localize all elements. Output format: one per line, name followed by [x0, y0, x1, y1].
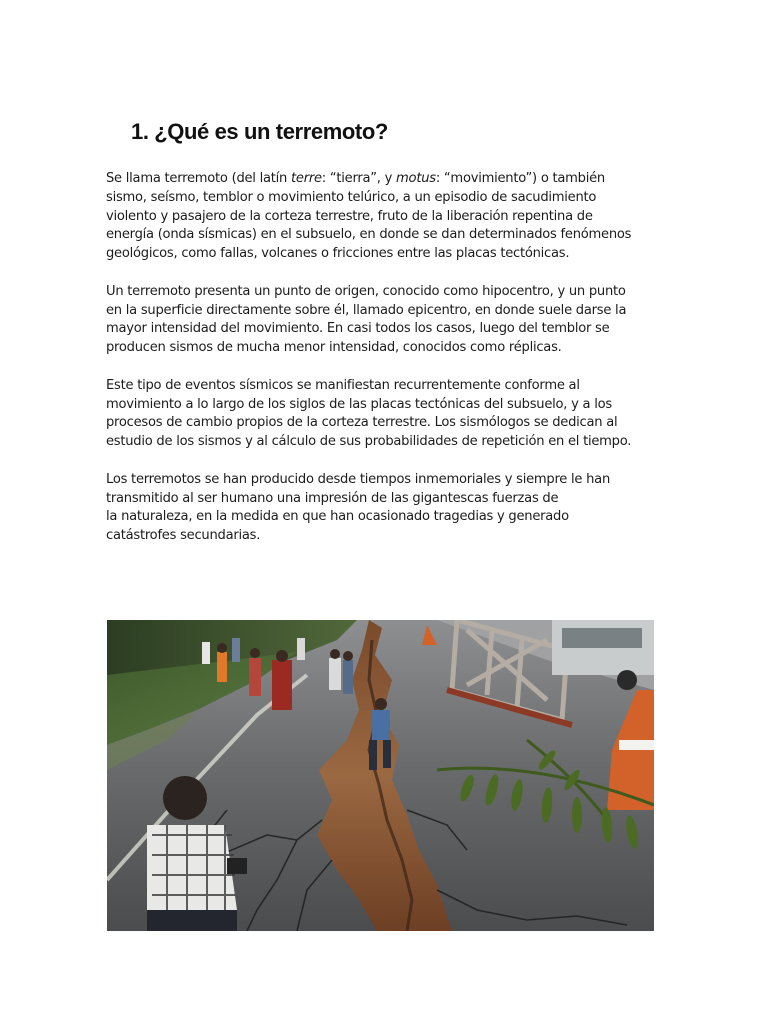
text-segment: catástrofes secundarias. [106, 528, 261, 544]
paragraph [106, 170, 666, 264]
text-segment: violento y pasajero de la corteza terrestre, fruto de la liberación repentina de [106, 208, 593, 224]
text-line [106, 226, 666, 245]
text-line [106, 471, 666, 490]
text-line [106, 377, 666, 396]
text-line [106, 490, 666, 509]
text-segment: transmitido al ser humano una impresión de las gigantescas fuerzas de [106, 490, 559, 506]
text-segment: sismo, seísmo, temblor o movimiento telúrico, a un episodio de sacudimiento [106, 189, 597, 205]
text-line [106, 396, 666, 415]
text-segment: estudio de los sismos y al cálculo de sus probabilidades de repetición en el tiempo. [106, 434, 632, 450]
text-line [106, 245, 666, 264]
article-body [106, 170, 666, 565]
text-line [106, 433, 666, 452]
paragraph [106, 283, 666, 358]
text-segment: : “tierra”, y [321, 171, 397, 186]
text-segment: mayor intensidad del movimiento. En casi todos los casos, luego del temblor se [106, 321, 610, 337]
text-line [106, 302, 666, 321]
text-segment: Este tipo de eventos sísmicos se manifiestan recurrentemente conforme al [106, 377, 580, 393]
page-title: 1. ¿Qué es un terremoto? [131, 119, 388, 144]
text-segment: energía (onda sísmicas) en el subsuelo, en donde se dan determinados fenómenos [106, 227, 632, 243]
text-line [106, 508, 666, 527]
earthquake-road-crack-photo [107, 620, 654, 931]
text-line [106, 170, 666, 189]
text-segment: movimiento a lo largo de los siglos de las placas tectónicas del subsuelo, y a los [106, 396, 612, 412]
text-line [106, 320, 666, 339]
paragraph [106, 377, 666, 452]
text-segment: en la superficie directamente sobre él, llamado epicentro, en donde suele darse la [106, 302, 627, 318]
text-line [106, 414, 666, 433]
text-line [106, 339, 666, 358]
text-line [106, 208, 666, 227]
italic-term: motus [396, 171, 436, 186]
text-segment: : “movimiento”) o también [435, 171, 605, 186]
text-segment: geológicos, como fallas, volcanes o fricciones entre las placas tectónicas. [106, 246, 570, 262]
text-line [106, 527, 666, 546]
text-segment: procesos de cambio propios de la corteza terrestre. Los sismólogos se dedican al [106, 415, 618, 431]
text-line [106, 283, 666, 302]
text-segment: Un terremoto presenta un punto de origen, conocido como hipocentro, y un punto [106, 283, 626, 299]
paragraph [106, 471, 666, 546]
text-segment: producen sismos de mucha menor intensidad, conocidos como réplicas. [106, 340, 562, 356]
text-segment: Se llama terremoto (del latín [106, 171, 292, 186]
italic-term: terre [291, 171, 322, 186]
text-segment: la naturaleza, en la medida en que han ocasionado tragedias y generado [106, 509, 569, 525]
text-line [106, 189, 666, 208]
text-segment: Los terremotos se han producido desde tiempos inmemoriales y siempre le han [106, 471, 610, 487]
